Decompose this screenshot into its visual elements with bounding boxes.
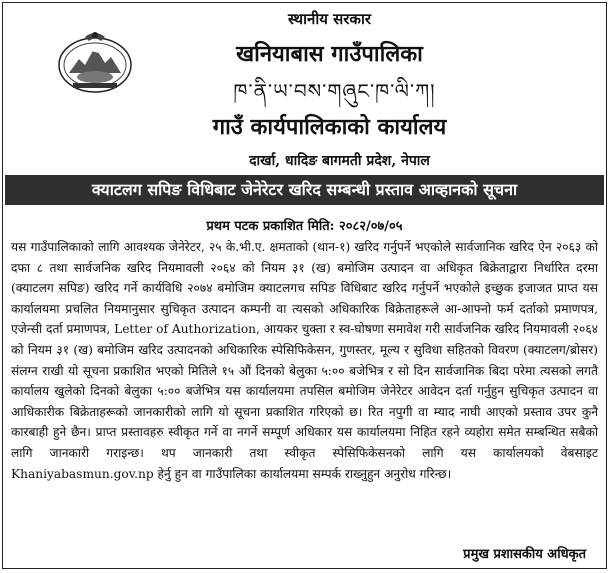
municipality-name: खनियाबास गाउँपालिका [236, 41, 423, 67]
local-government-heading: स्थानीय सरकार [288, 10, 371, 28]
office-title: गाउँ कार्यपालिकाको कार्यालय [212, 114, 447, 140]
notice-page [2, 2, 607, 569]
notice-title-banner [5, 175, 604, 205]
municipality-name-tibetan: ཁ་ནི་ཡ་བས་གཞུང་ཁ་ལི་ཀ། [233, 79, 436, 103]
office-address: दार्खा, धादिङ बागमती प्रदेश, नेपाल [249, 153, 430, 169]
notice-body: यस गाउँपालिकाको लागि आवश्यक जेनेरेटर, २५ के.भी.ए. क्षमताको (थान-१) खरिद गर्नुपर्ने भएकोले सार्वजानिक खरिद ऐन २०६३ को दफा ८ तथा सार्वजनिक खरिद नियमावली २०६४ को नियम ३१ (ख) बमोजिम उत्पादन वा अधिकृत बिक्रेताद्वारा निर्धारित दरमा (क्याटलग सपिङ) खरिद गर्ने कार्यविधि २०७४ बमोजिम क्याटलगच सपिङ विधिबाट खरिद गर्नुपर्ने भएकोले इच्छुक इजाजत प्राप्त यस कार्यालयमा प्रचलित नियमानुसार सुचिकृत उत्पादन कम्पनी वा त्यसको अधिकारिक बिक्रेताहरूले आ-आफ्नो फर्म दर्ताको प्रमाणपत्र, एजेन्सी दर्ता प्रमाणपत्र, Letter of Authorization, आयकर चुक्ता र स्व-घोषणा समावेश गरी सार्वजनिक खरिद नियमावली २०६४ को नियम ३१ (ख) बमोजिम खरिद उत्पादनको अधिकारिक स्पेसिफिकेसन, गुणस्तर, मूल्य र सुविधा सहितको विवरण (क्याटलग/ब्रोसर) संलग्न राखी यो सूचना प्रकाशित भएको मितिले १५ औं दिनको बेलुका ५:०० बजेभित्र र सो दिन सार्वजानिक बिदा परेमा त्यसको लगतै कार्यालय खुलेको दिनको बेलुका ५:०० बजेभित्र यस कार्यालयमा तपसिल बमोजिम जेनेरेटर आवेदन दर्ता गर्नुहुन सुचिकृत उत्पादन वा आधिकारीक बिक्रेताहरूको जानकारीको लागि यो सूचना प्रकाशित गरिएको छ। रित नपुगी वा म्याद नाघी आएको प्रस्ताव उपर कुनै कारबाही हुने छैन। प्राप्त प्रस्तावहरु स्वीकृत गर्ने वा नगर्ने सम्पूर्ण अधिकार यस कार्यालयमा निहित रहने व्यहोरा समेत सम्बन्धित सबैको लागि जानकारी गराइन्छ। थप जानकारी तथा स्वीकृत स्पेसिफिकेसनको लागि यस कार्यालयको वेबसाइट Khaniyabasmun.gov.np हेर्नु हुन वा गाउँपालिका कार्यालयमा सम्पर्क राख्नुहुन अनुरोध गरिन्छ। [11, 240, 598, 481]
signatory: प्रमुख प्रशासकीय अधिकृत [463, 547, 586, 562]
published-date: प्रथम पटक प्रकाशित मिति: २०८२/०७/०५ [206, 219, 403, 234]
notice-title: क्याटलग सपिङ विधिबाट जेनेरेटर खरिद सम्बन्धी प्रस्ताव आव्हानको सूचना [91, 180, 518, 199]
